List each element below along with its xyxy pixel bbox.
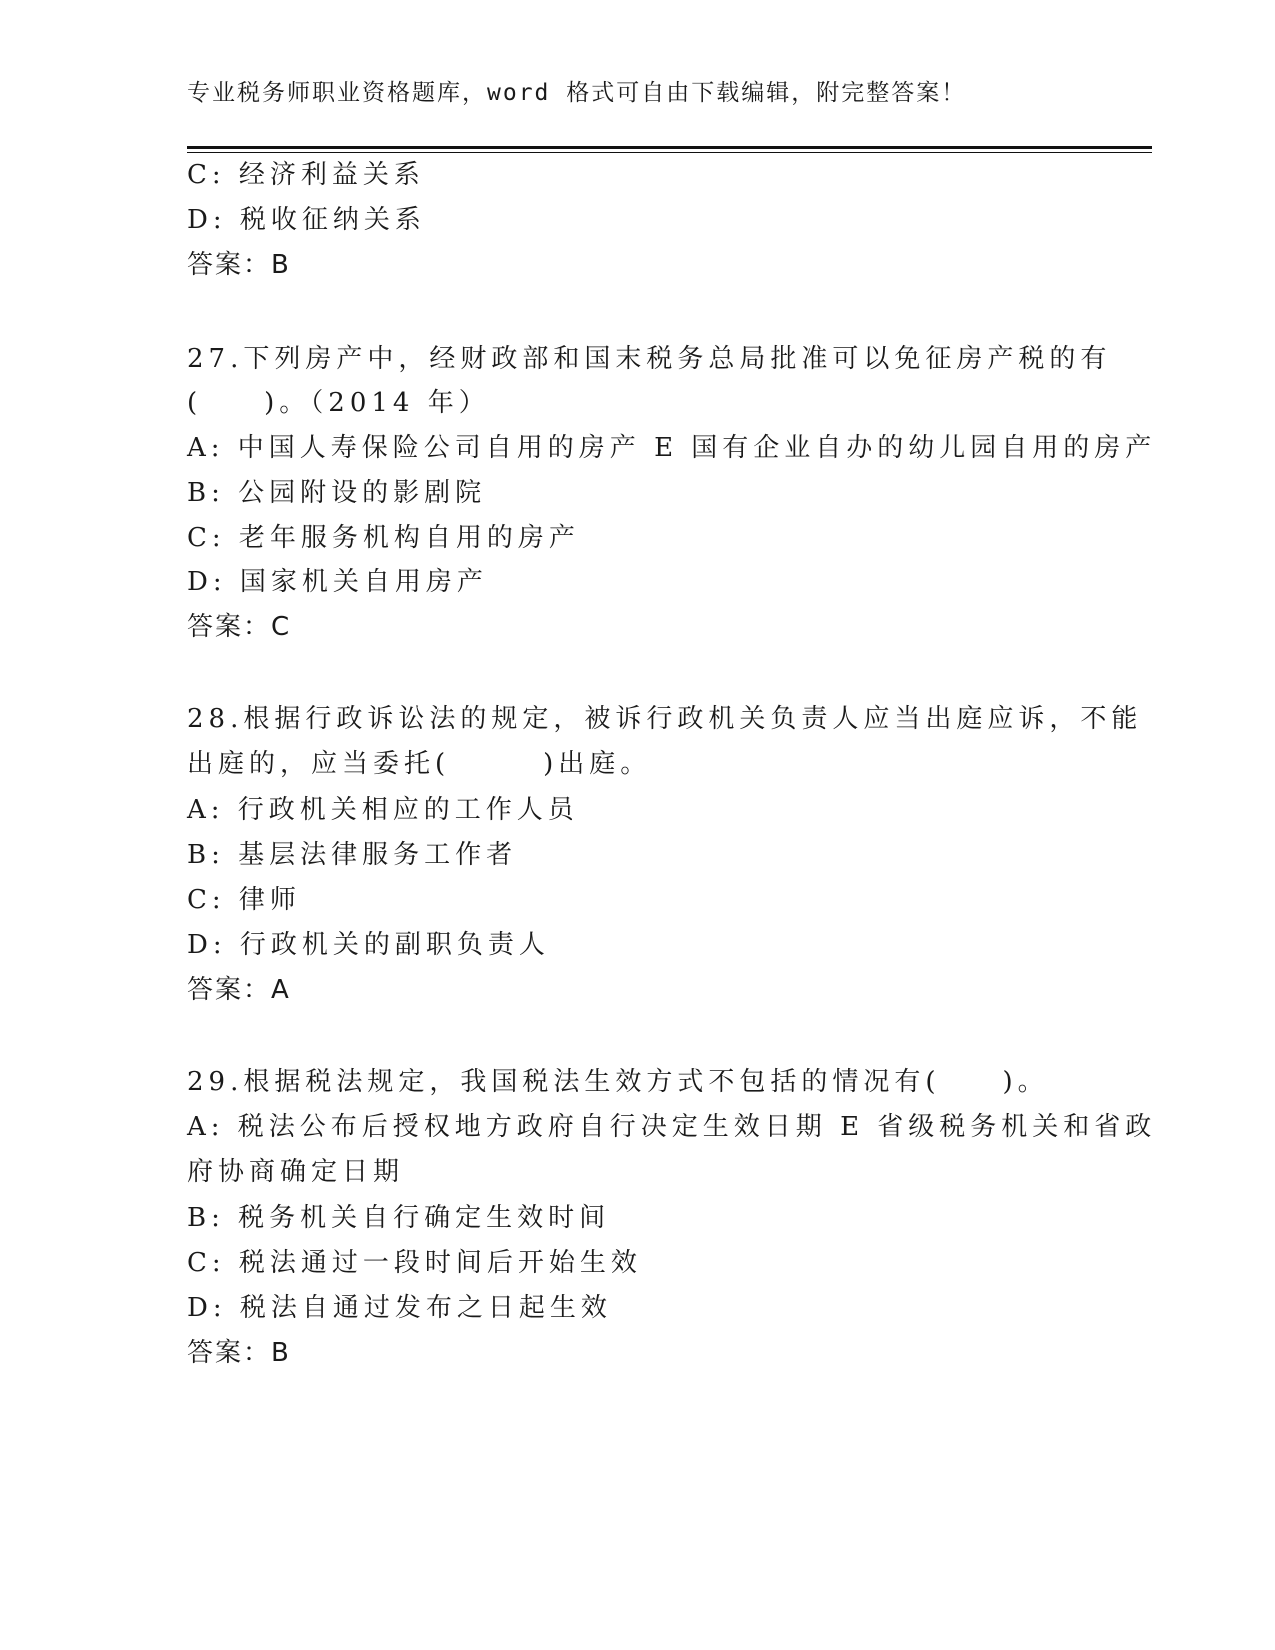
- q26-option-c: C: 经济利益关系: [187, 160, 425, 190]
- q26-option-d: D: 税收征纳关系: [187, 205, 426, 235]
- q28-answer: 答案：A: [187, 975, 291, 1005]
- q27-answer: 答案：C: [187, 612, 292, 642]
- q28-option-a: A: 行政机关相应的工作人员: [187, 795, 579, 825]
- q29-answer: 答案：B: [187, 1338, 291, 1368]
- q28-stem-line2: 出庭的，应当委托( )出庭。: [187, 749, 652, 779]
- header-rule-thin: [187, 152, 1152, 153]
- q29-option-c: C: 税法通过一段时间后开始生效: [187, 1248, 642, 1278]
- q27-option-b: B: 公园附设的影剧院: [187, 478, 487, 508]
- q27-stem-line1: 27.下列房产中，经财政部和国末税务总局批准可以免征房产税的有: [187, 344, 1112, 374]
- q28-option-d: D: 行政机关的副职负责人: [187, 930, 550, 960]
- q29-option-b: B: 税务机关自行确定生效时间: [187, 1203, 611, 1233]
- q27-stem-line2: ( )。（2014 年）: [187, 388, 490, 418]
- q26-answer: 答案：B: [187, 250, 291, 280]
- q28-option-b: B: 基层法律服务工作者: [187, 840, 518, 870]
- page-header: 专业税务师职业资格题库，word 格式可自由下载编辑，附完整答案！: [187, 80, 967, 106]
- q27-option-d: D: 国家机关自用房产: [187, 567, 488, 597]
- q27-option-c: C: 老年服务机构自用的房产: [187, 523, 580, 553]
- q29-option-a-line1: A: 税法公布后授权地方政府自行决定生效日期 E 省级税务机关和省政: [187, 1112, 1157, 1142]
- q29-option-a-line2: 府协商确定日期: [187, 1157, 405, 1187]
- q27-option-a: A: 中国人寿保险公司自用的房产 E 国有企业自办的幼儿园自用的房产: [187, 433, 1157, 463]
- q28-option-c: C: 律师: [187, 885, 301, 915]
- q29-option-d: D: 税法自通过发布之日起生效: [187, 1293, 612, 1323]
- header-rule-thick: [187, 146, 1152, 149]
- q29-stem-line1: 29.根据税法规定，我国税法生效方式不包括的情况有( )。: [187, 1067, 1049, 1097]
- q28-stem-line1: 28.根据行政诉讼法的规定，被诉行政机关负责人应当出庭应诉，不能: [187, 704, 1143, 734]
